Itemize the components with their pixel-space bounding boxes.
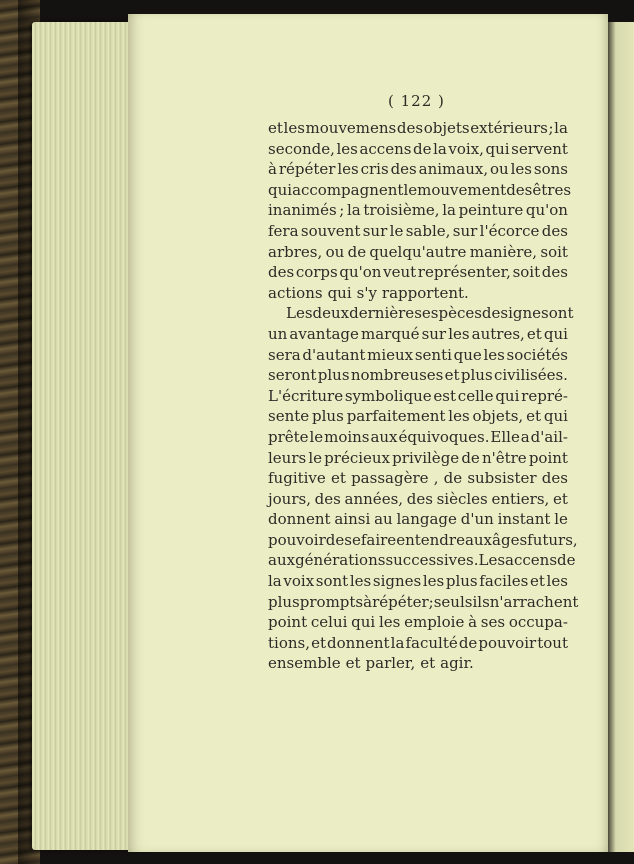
word: sons: [533, 160, 568, 179]
word: prête: [268, 427, 309, 446]
word: et: [526, 324, 542, 343]
word: ils: [472, 592, 490, 611]
word: et: [268, 119, 283, 137]
word: n'arrachent: [489, 592, 579, 611]
word: et: [526, 407, 541, 426]
word: ou: [325, 242, 345, 261]
word: manière,: [469, 242, 538, 261]
word: repré-: [521, 386, 568, 405]
word: les: [378, 613, 401, 632]
word: l'écorce: [479, 221, 540, 240]
word: un: [268, 324, 288, 343]
word: des: [390, 160, 417, 179]
word: pouvoir: [268, 530, 326, 549]
word: le: [309, 427, 324, 446]
text-line: [268, 200, 568, 221]
word: parler,: [365, 654, 416, 673]
word: animaux,: [418, 160, 489, 179]
word: qui: [495, 386, 520, 405]
word: qui: [327, 283, 352, 302]
text-line: [268, 303, 574, 324]
word: plus: [460, 366, 493, 385]
word: pouvoir: [478, 633, 537, 652]
word: faciles: [479, 572, 529, 591]
word: voix,: [448, 139, 484, 158]
word: des: [541, 263, 568, 282]
word: qu'on: [339, 263, 382, 282]
word: précieux: [324, 448, 391, 467]
word: de: [347, 242, 367, 261]
word: accompagnent: [292, 180, 404, 199]
word: seuls: [433, 592, 473, 611]
text-line: [268, 406, 568, 427]
text-line: [268, 180, 572, 201]
word: arbres,: [268, 242, 323, 261]
word: la: [433, 139, 447, 158]
word: les: [337, 160, 359, 179]
word: faculté: [405, 633, 458, 652]
word: signes: [500, 304, 549, 323]
word: souvent: [300, 221, 361, 240]
word: veut: [383, 263, 417, 282]
word: et: [311, 633, 326, 652]
word: et: [530, 572, 545, 591]
word: aux: [370, 427, 398, 446]
word: jours,: [268, 489, 311, 508]
word: faire: [360, 530, 397, 549]
text-line: [268, 653, 568, 674]
word: de: [443, 469, 463, 488]
word: au: [374, 510, 393, 529]
word: quelqu'autre: [369, 242, 467, 261]
text-line: [268, 509, 568, 530]
word: les: [546, 572, 568, 591]
word: sont: [315, 572, 349, 591]
word: le: [308, 448, 323, 467]
word: mouvement: [417, 180, 507, 199]
word: les: [283, 119, 305, 137]
word: ses: [480, 613, 506, 632]
word: successives.: [385, 551, 479, 570]
word: des: [541, 469, 568, 488]
word: les: [448, 324, 470, 343]
word: espèces: [421, 304, 482, 323]
word: plus: [312, 407, 344, 426]
word: est: [433, 386, 457, 405]
word: troisième,: [363, 201, 440, 220]
word: objets: [423, 119, 470, 137]
word: objets,: [472, 407, 524, 426]
word: a: [520, 427, 530, 446]
word: le: [389, 221, 404, 240]
word: accens: [359, 139, 412, 158]
word: sur: [452, 221, 478, 240]
word: plus: [445, 572, 478, 591]
word: qui: [543, 407, 568, 426]
word: répéter;: [372, 592, 434, 611]
text-line: [268, 159, 568, 180]
word: de: [458, 633, 478, 652]
word: les: [349, 572, 372, 591]
word: extérieurs: [470, 119, 548, 137]
word: sur: [421, 324, 447, 343]
word: rapportent.: [381, 283, 469, 302]
word: ;: [339, 201, 345, 220]
word: sera: [268, 345, 301, 364]
word: emploie: [404, 613, 465, 632]
word: parfaitement: [346, 407, 446, 426]
text-line: [268, 386, 568, 407]
word: la: [268, 572, 282, 591]
word: tions,: [268, 633, 310, 652]
word: donnent: [268, 510, 331, 529]
text-line: [268, 221, 568, 242]
word: senti: [414, 345, 452, 364]
word: et: [553, 489, 568, 508]
word: mouvemens: [305, 119, 397, 137]
word: ;: [548, 119, 554, 137]
word: qui: [543, 324, 568, 343]
word: les: [510, 160, 532, 179]
word: la: [442, 201, 456, 220]
word: inanimés: [268, 201, 337, 220]
word: qu'on: [525, 201, 568, 220]
word: ont: [548, 304, 574, 323]
word: de: [557, 551, 576, 570]
word: langage: [396, 510, 457, 529]
word: de: [481, 304, 501, 323]
word: représenter,: [417, 263, 511, 282]
word: soit: [512, 263, 541, 282]
word: futurs,: [527, 530, 578, 549]
word: et: [444, 366, 460, 385]
word: occupa-: [508, 613, 568, 632]
word: tout: [537, 633, 568, 652]
word: servent: [511, 139, 568, 158]
text-line: [268, 530, 578, 551]
word: ensemble: [268, 654, 341, 673]
word: aux: [268, 551, 296, 570]
word: qui: [268, 180, 293, 199]
text-line: [268, 324, 568, 345]
word: des: [268, 263, 295, 282]
word: siècles: [436, 489, 488, 508]
word: des: [406, 489, 433, 508]
word: se: [344, 530, 361, 549]
text-line: [268, 283, 568, 304]
word: et: [345, 654, 361, 673]
word: prompts: [299, 592, 364, 611]
word: fugitive: [268, 469, 326, 488]
word: plus: [317, 366, 350, 385]
word: des: [314, 489, 341, 508]
word: de: [461, 448, 480, 467]
word: d'ail-: [530, 427, 568, 446]
word: mieux: [367, 345, 414, 364]
word: sociétés: [506, 345, 568, 364]
word: sable,: [405, 221, 451, 240]
text-line: [268, 345, 568, 366]
word: âges: [492, 530, 528, 549]
word: point: [268, 613, 308, 632]
word: à: [363, 592, 373, 611]
word: de: [325, 530, 345, 549]
text-line: [268, 448, 568, 469]
word: ou: [490, 160, 509, 179]
word: fera: [268, 221, 299, 240]
word: années,: [344, 489, 404, 508]
word: et: [420, 654, 436, 673]
word: symbolique: [344, 386, 432, 405]
word: générations: [295, 551, 386, 570]
word: les: [448, 407, 470, 426]
word: plus: [268, 592, 300, 611]
word: sente: [268, 407, 310, 426]
text-line: [268, 139, 568, 160]
word: Elle: [490, 427, 520, 446]
word: actions: [268, 283, 323, 302]
word: Les: [286, 304, 313, 323]
word: ainsi: [334, 510, 371, 529]
word: à: [268, 160, 277, 179]
text-line: [268, 571, 568, 592]
word: sur: [362, 221, 388, 240]
word: seconde,: [268, 139, 335, 158]
word: la: [554, 119, 568, 137]
facing-page-edge: [608, 22, 634, 852]
word: celui: [310, 613, 348, 632]
word: répéter: [278, 160, 336, 179]
word: de: [413, 139, 432, 158]
word: équivoques.: [398, 427, 490, 446]
text-line: [268, 550, 576, 571]
word: cris: [360, 160, 389, 179]
word: les: [483, 345, 505, 364]
word: la: [346, 201, 361, 220]
body-text: [268, 118, 579, 674]
word: qui: [485, 139, 510, 158]
word: d'autant: [302, 345, 366, 364]
word: et: [330, 469, 346, 488]
word: civilisées.: [493, 366, 568, 385]
word: aux: [464, 530, 493, 549]
word: n'être: [481, 448, 527, 467]
word: autres,: [471, 324, 525, 343]
word: la: [390, 633, 405, 652]
text-line: [268, 612, 568, 633]
word: passagère: [351, 469, 429, 488]
word: donnent: [327, 633, 390, 652]
text-line: [268, 365, 568, 386]
word: entiers,: [491, 489, 550, 508]
word: avantage: [289, 324, 359, 343]
text-line: [268, 118, 568, 139]
word: le: [403, 180, 418, 199]
text-line: [268, 592, 579, 613]
word: les: [336, 139, 358, 158]
word: ,: [433, 469, 439, 488]
word: des: [396, 119, 424, 137]
text-line: [268, 262, 568, 283]
word: privilège: [392, 448, 460, 467]
text-line: [268, 489, 568, 510]
word: les: [422, 572, 445, 591]
word: deux: [312, 304, 350, 323]
page-number: ( 122 ): [388, 92, 445, 110]
word: le: [554, 510, 568, 529]
word: voix: [283, 572, 315, 591]
word: point: [528, 448, 568, 467]
word: à: [468, 613, 478, 632]
text-line: [268, 633, 568, 654]
word: que: [453, 345, 482, 364]
word: entendre: [396, 530, 465, 549]
word: leurs: [268, 448, 307, 467]
word: dernières: [349, 304, 422, 323]
word: accens: [505, 551, 558, 570]
text-line: [268, 427, 568, 448]
word: moins: [324, 427, 370, 446]
word: s'y: [356, 283, 377, 302]
word: qui: [351, 613, 376, 632]
word: subsister: [467, 469, 537, 488]
word: d'un: [460, 510, 494, 529]
word: nombreuses: [350, 366, 444, 385]
word: signes: [372, 572, 422, 591]
word: êtres: [532, 180, 572, 199]
word: marqué: [361, 324, 420, 343]
text-line: [268, 468, 568, 489]
word: peinture: [458, 201, 524, 220]
word: des: [506, 180, 533, 199]
word: agir.: [440, 654, 474, 673]
word: des: [541, 221, 568, 240]
word: L'écriture: [268, 386, 344, 405]
word: seront: [268, 366, 317, 385]
word: celle: [457, 386, 494, 405]
word: corps: [295, 263, 338, 282]
text-line: [268, 242, 568, 263]
word: instant: [497, 510, 551, 529]
word: soit: [540, 242, 568, 261]
word: Les: [478, 551, 506, 570]
